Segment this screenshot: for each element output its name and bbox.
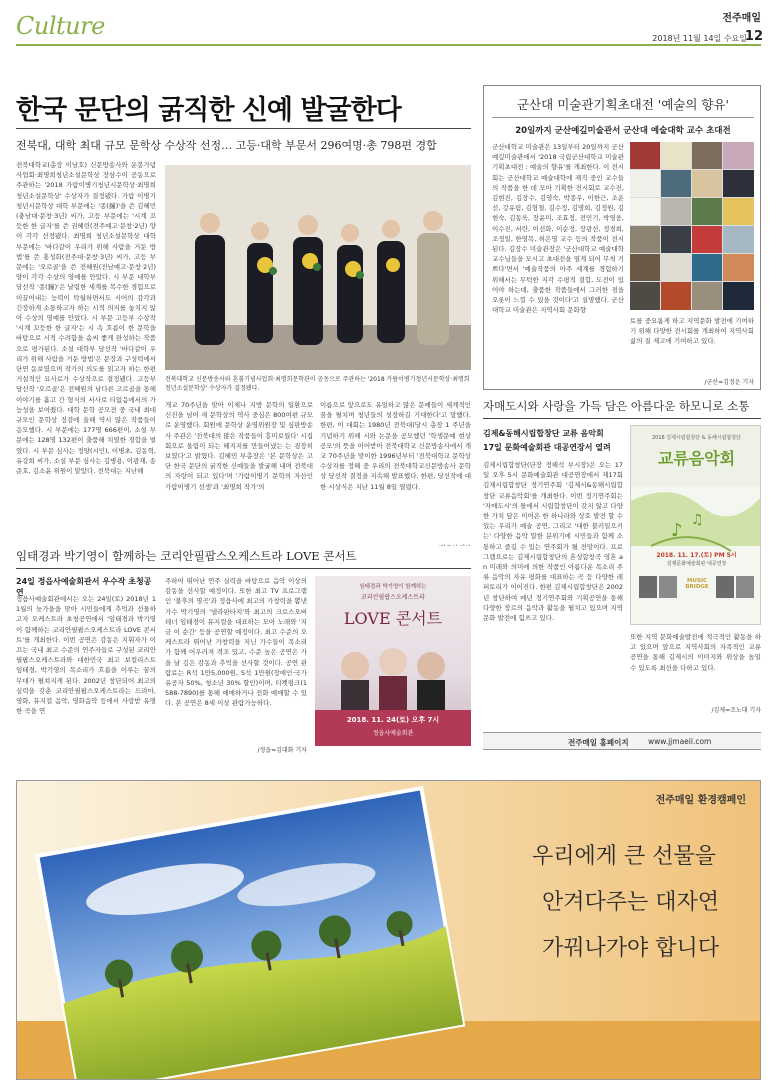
ad-label: 전주매일 환경캠페인 <box>655 795 746 806</box>
main-subhead: 전북대, 대학 최대 규모 문학상 수상작 선정… 고등·대학 부문서 296여명·총 798편 경합 <box>16 139 437 152</box>
concert-body: 정읍사예술회관에서는 오는 24일(토) 2018년 11월의 늦가을을 맞아 시민들에게 추억과 선물하고자 오케스트라 초청공연에서 '임태경과 박기영이 함께하는 코리안필팝스오케스트라 LOVE 콘서트'를 개최한다. 이번 공연은 감동은 지휘자가 이끄는 국내 최고 수준의 연주자들로 구성된 코리안필팝스오케스트라와 대한민국 최고 보컬리스트 임태경, 박기영의 목소리가 흐름을 이루는 꿈의 무대가 펼쳐지게 된다. 2002년 창단되어 최고의 실력을 갖춘 코리안필팝스오케스트라는 드라마, 영화, 뮤지컬 음악, 영화음악 등에서 사랑받 유명한 곡을 연 <box>16 595 156 716</box>
gimje-rule <box>483 418 761 419</box>
header-rule <box>16 44 761 46</box>
section-title: Culture <box>16 12 105 40</box>
concert-body2: 주하여 뛰어난 연주 실력을 바탕으로 음악 이상의 감동을 선사할 예정이다. 또한 최고 TV 프로그램인 '불후의 명곡'과 정읍사에 최고의 가창력을 뽐낸 가수 박기영의 '넬라판타지'와 최고의 크로스오버 테너 임태경이 뮤지컬을 대표하는 모아 노래와 '지금 이 순간' 등을 공연할 예정이다. 최고 수준의 오케스트라 뛰어난 가창력을 지닌 가수들이 목소리가 함께 어우러져 격조 있고, 수준 높은 공연은 가을 날 깊은 감동과 추억을 선사할 것이다. 공연 관람료는 R석 1만5,000원, S석 1만원(장애인·국가유공자 50%, 청소년 30% 할인)이며, 티켓링크(1588-7890)를 통해 예매하거나 전화 예매할 수 있다. 본 공연은 8세 이상 관람가능하다. <box>165 577 307 708</box>
poster-venue: 김제문화예술회관 대공연장 <box>666 561 727 567</box>
homepage-promo <box>483 732 761 750</box>
concert-poster-sub: 코리안필팝스오케스트라 <box>361 594 425 601</box>
gimje-subtitle-2: 17일 문화예술회관 대공연장서 열려 <box>483 443 611 452</box>
ad-line-1: 우리에게 큰 선물을 <box>532 844 717 869</box>
gunsan-rule <box>492 117 754 118</box>
environment-campaign-ad <box>16 780 761 1080</box>
music-bridge-poster <box>630 425 761 625</box>
gunsan-title: 군산대 미술관기획초대전 '예술의 향유' <box>517 97 729 112</box>
ad-line-2: 안겨다주는 대자연 <box>542 890 720 915</box>
poster-brand: MUSIC BRIDGE <box>685 578 709 590</box>
concert-title: 임태경과 박기영이 함께하는 코리안필팝스오케스트라 LOVE 콘서트 <box>16 546 471 564</box>
svg-text:♪: ♪ <box>671 520 683 541</box>
gimje-body2: 또한 지역 문화예술발전에 적극적인 활동을 하고 있으며 앞으로 지역사회의 자족적인 교류 공연을 통해 김제시의 이미지와 위상을 높일 수 있도록 최선을 다하고 있다. <box>630 633 761 672</box>
concert-poster-top: 임태경과 박기영이 함께하는 <box>359 584 427 590</box>
gimje-byline: /김제=조노대 기자 <box>711 707 761 714</box>
gimje-subtitle-1: 김제&동해시립합창단 교류 음악회 <box>483 429 604 438</box>
issue-date: 2018년 11월 14일 수요일 <box>652 34 747 43</box>
promo-label: 전주매일 홈페이지 <box>568 738 629 747</box>
main-headline: 한국 문단의 굵직한 신예 발굴한다 <box>16 95 401 126</box>
poster-date: 2018. 11. 17.(토) PM 5시 <box>656 552 737 559</box>
page-number: 12 <box>744 29 763 44</box>
gunsan-body: 군산대학교 미술관은 13일부터 20일까지 군산예깊미술관에서 '2018 국립군산대학교 미술관기획초대전 : 예술의 향유'를 개최한다. 이 전시회는 군산대학교 예술대학에 재직 중인 교수들의 작품을 한 데 모아 기획한 전시회로 교수진, 김현진, 김장수, 김영숙, 박종우, 이한근, 조운선, 강유림, 김형철, 김수정, 김명희, 김정원, 김현숙, 김동욱, 장윤미, 조효정, 전민기, 박영웅, 이수진, 서란, 이선화, 이순정, 장광선, 정경희, 조정일, 한영목, 허은영 교수 등의 작품이 전시된다. 김장수 미술관장은 '군산대학교 예술대학 교수님들을 모시고 초대전을 열게 되어 무척 기쁘다'면서 '예술작품의 아주 세계를 경험하기 위해서는 무턱한 지각 수평적 결합, 도전이 있어야 하는데, 출품한 작품들에서 그러한 점을 오롯이 느낄 수 있을 것이다'고 설명했다. 군산대학교 미술관은 지역사회 문화향 <box>492 143 624 315</box>
concert-byline: /정읍=김대화 기자 <box>257 747 307 754</box>
gimje-title: 자매도시와 사랑을 가득 담은 아름다운 하모니로 소통 <box>483 399 750 413</box>
love-concert-poster <box>315 576 471 746</box>
concert-poster-date: 2018. 11. 24(토) 오후 7시 <box>346 716 440 724</box>
headline-rule <box>16 128 471 129</box>
photo-caption: 전북대학교 신문방송사와 혼불기념사업회·최명희문학관이 공동으로 주관하는 '2018 가람이병기청년시문학상·최명희청년소설문학상' 수상자가 결정됐다. <box>165 376 470 392</box>
main-body-mid2: 이름으로 앞으로도 유일하고 많은 문예들이 세계적인 꿈을 펼치며 청년들의 성장하길 기대한다'고 말했다. 한편, 이 대회는 1980년 전북대(당시 총장 1 주년을 기념하기 위해 시와 논문을 공모했던 '학생문예 현상공모'의 뜻을 이어받아 전북대학교 신문방송사에서 개교 70주년을 맞이한 1996년부터 '전북대학교 문학상 수상자를 정해 중 우리의 전북대학교신문방송사 문학상 당선작 결정을 지속해 발표했다. 한편, 당선작에 대한 시상식은 지난 11월 8일 열렸다. <box>320 401 471 491</box>
gunsan-subtitle: 20일까지 군산예깊미술관서 군산대 예술대학 교수 초대전 <box>515 126 731 136</box>
gimje-body: 김제시립합창단(단장 정해석 부시장)은 오는 17일 오후 5시 문화예술회관 대공연장에서 제17회 김제시립합창단 정기연주회 '김제시&동해시립합창단 교류음악회'를 개최한다. 이번 정기연주회는 '자매도시'의 틀에서 시립합창단이 갖지 않고 다양한 가치 담은 이어온 한 하나라와 상호 발전 할 수 있는 우리가 예술 공연, 그리고 '대한 불러일으키는' 다양한 음악 말한 분위기에 시민들과 함께 소통하고 즐길 수 있는 연주회가 될 전망이다. 프로그램으로는 김제시립합창단의 혼성합창곡 영혼 an 미래와 의미에 의한 작품인 아름다운 목소리 주류 음악의 자유 평화를 대표하는 곡 등 다양한 레퍼토리가 이어진다. 한편 김제시립합창단은 2002년 창단하여 매년 정기연주회와 기획공연을 통해 다양한 장르의 음악과 활동을 펼치고 있으며 지역 문화 발전에 힘쓰고 있다. <box>483 461 623 623</box>
brand-name: 전주매일 <box>722 13 761 24</box>
award-photo <box>165 165 471 370</box>
poster-sub: 2018 김제시립합창단 & 동해시립합창단 <box>651 435 741 441</box>
svg-text:♫: ♫ <box>691 512 704 528</box>
artworks-collage <box>630 142 754 310</box>
concert-poster-title: LOVE 콘서트 <box>343 609 443 628</box>
main-body-left: 전북대학교(총장 이남호) 신문방송사와 운봉가념사업회·최명희청년소설문학상 장삼수이 공동으로 주관하는 '2018 가람이병기청년시문학상·최명희청년소설문학상' 수상자가 결정됐다. 가람 이병기청년시문학상 대학 부문에는 '종(鐘)'을 쓴 김혜민(충남대·문창·3년) 씨가, 고등 부문에는 '시계 꼬듯한 한 글자'를 쓴 권혜린(전주예고·문창·2년) 양이 각각 선정됐다. 최명희 청년소설문학상 대학 부문에는 '바다같이 우리가 위해 사람을 거둔 방법'를 쓴 홍성화(전주대·문창·3년) 씨가, 고등 부문에는 '오르골'을 쓴 전혜원(전남예고·문창·2년) 양이 각각 수상의 영예를 안았다. 시 부문 대학부 당선작 '종(鐘)'은 날렵한 세계를 복수한 경험으로 이끌어내는 능력이 탁월하면서도 시어의 감각과 긴장하게 소통하고자 하는 시적 의지를 놓치지 않아 수상의 영예를 안았다. 시 부문 고등부 수상작 '시계 꼬듯한 한 글자'는 시 속 흐름이 한 문학을 바탕으로 시적 수려함을 솜씨 좋게 완성하는 작품으로 평가된다. 소설 대학부 당선작 '바다같이 우리가 위해 사람을 거둔 방법'은 문장과 구성력에서 단연 돋보였으며 작가의 의도를 읽고자 하는 한편 거설적인 묘사로가 수상작으로 결정됐다. 고등부 당선작 '오르골'은 전혜원의 남다른 고르골을 통해 이야기를 흘고 간 형식의 서사로 티없음에서의 가능성을 보여줬다. 대학 문학 공모전 중 국내 최대 규모인 문학상 징검에 올해 역시 많은 작품들이 응모했다. 시 부문에는 177명 666편이, 소설 부문에는 128명 132편이 출품해 치열한 경합을 벌였다. 시 부문 심사는 정양(시인), 이병초, 김동혁, 유강희 씨가, 소설 부문 심사는 김병용, 이광재, 송준호, 김소윤 위원이 맡았다. 전북대는 지난해 <box>16 161 156 476</box>
concert-poster-venue: 정읍사예술회관 <box>372 730 414 737</box>
promo-url[interactable]: www.jjmaeil.com <box>648 737 712 746</box>
concert-subtitle: 24일 정읍사예술회관서 우수작 초청공연 <box>16 577 152 597</box>
ad-line-3: 가꿔나가야 합니다 <box>542 936 720 961</box>
gunsan-body2: 토를 중요롭게 하고 지역문화 발전에 기여하기 위해 다양한 전시회를 개최하여 지역사회 삶의 질 제고에 기여하고 있다. <box>630 317 754 346</box>
main-body-mid: 개교 70주년을 맞아 이제나 지방 문학의 일환으로 신진을 넘어 새 문학상의 역사 중심은 800여편 규모로 운영했다. 회원에 문학상 운영위원장 및 심판방송사 주관은 '전북대의 많은 작품들이 흥미로웠다' 시집회으로 올림이 되는 헤지지를 만들어냈는 는 굉장히 보였다'고 밝혔다. 김혜민 부총장은 '본 문학상은 고단 한국 문단의 굵직한 신예들을 발굴해 내며 전북대의 자랑이 되고 있다'며 '가람이병기 문학의 자산인 가람이병기 선생'과 '최명희 작가'의 <box>165 401 313 491</box>
concert-rule <box>16 568 471 569</box>
poster-title: 교류음악회 <box>657 449 736 468</box>
gunsan-byline: /군산=김정운 기자 <box>704 379 754 386</box>
